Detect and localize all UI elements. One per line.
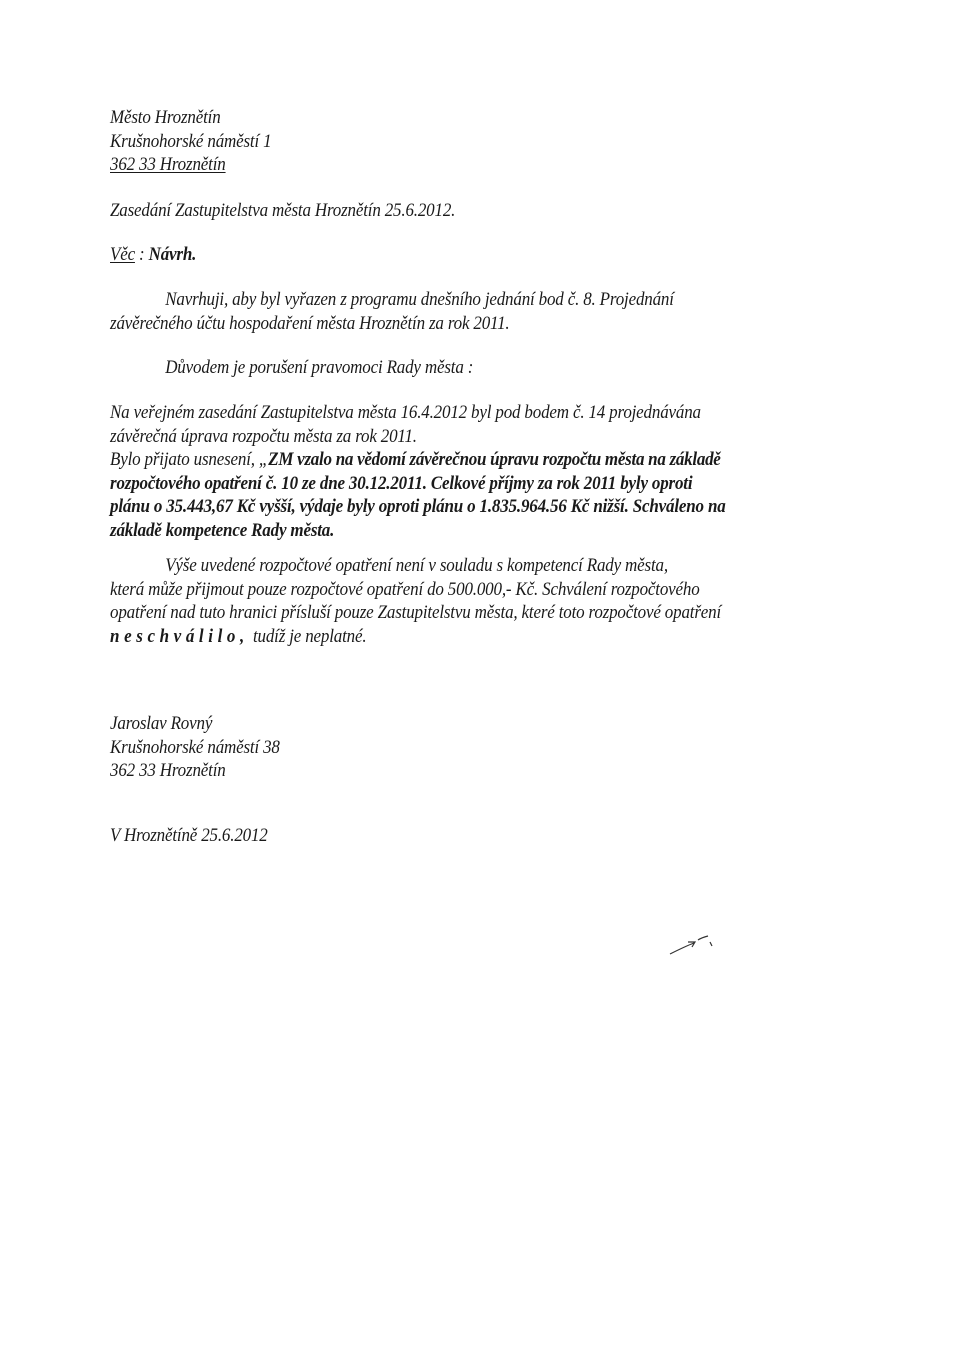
meeting-text: Zasedání Zastupitelstva města Hroznětín 25.6.2012. xyxy=(110,201,456,221)
sender-city: 362 33 Hroznětín xyxy=(110,155,226,175)
reason-paragraph xyxy=(110,357,830,381)
sender-name: Město Hroznětín xyxy=(110,108,221,128)
details-paragraph xyxy=(110,402,830,543)
details-line xyxy=(110,449,772,473)
conclusion-line: která může přijmout pouze rozpočtové opatření do 500.000,- Kč. Schválení rozpočtového xyxy=(110,579,700,600)
reason-text: Důvodem je porušení pravomoci Rady města : xyxy=(165,358,474,378)
subject xyxy=(110,244,772,268)
place-date xyxy=(110,825,830,849)
conclusion-paragraph xyxy=(110,555,830,649)
resolution-text: ZM vzalo na vědomí závěrečnou úpravu rozpočtu města na základě xyxy=(268,450,721,470)
subject-separator: : xyxy=(134,245,149,265)
conclusion-line: opatření nad tuto hranici přísluší pouze Zastupitelstvu města, které toto rozpočtové opatření xyxy=(110,603,722,623)
author-city: 362 33 Hroznětín xyxy=(110,761,226,781)
proposal-line: závěrečného účtu hospodaření města Hroznětín za rok 2011. xyxy=(110,313,510,334)
conclusion-line xyxy=(110,626,772,650)
author-name: Jaroslav Rovný xyxy=(110,714,213,734)
conclusion-line: Výše uvedené rozpočtové opatření není v souladu s kompetencí Rady města, xyxy=(165,556,668,576)
sender-street: Krušnohorské náměstí 1 xyxy=(110,131,272,152)
proposal-line: Navrhuji, aby byl vyřazen z programu dnešního jednání bod č. 8. Projednání xyxy=(165,290,674,310)
subject-label: Věc xyxy=(110,245,135,265)
details-line: základě kompetence Rady města. xyxy=(110,520,335,541)
signature-mark-icon xyxy=(668,934,716,958)
author-street: Krušnohorské náměstí 38 xyxy=(110,737,280,758)
subject-line xyxy=(110,244,830,268)
details-line: rozpočtového opatření č. 10 ze dne 30.12.2011. Celkové příjmy za rok 2011 byly oproti xyxy=(110,473,693,494)
not-approved-emphasis: neschválilo, xyxy=(110,626,249,647)
subject-value: Návrh. xyxy=(148,245,197,265)
meeting-line xyxy=(110,200,830,224)
details-line: plánu o 35.443,67 Kč vyšší, výdaje byly oproti plánu o 1.835.964.56 Kč nižší. Schváleno na xyxy=(110,497,726,517)
details-line: Na veřejném zasedání Zastupitelstva města 16.4.2012 byl pod bodem č. 14 projednávána xyxy=(110,403,701,423)
conclusion-end: tudíž je neplatné. xyxy=(248,626,367,647)
sender-address xyxy=(110,107,830,178)
resolution-intro: Bylo přijato usnesení, „ xyxy=(110,450,269,470)
place-date-text: V Hroznětíně 25.6.2012 xyxy=(110,826,268,846)
details-line: závěrečná úprava rozpočtu města za rok 2011. xyxy=(110,426,417,447)
author-address xyxy=(110,713,830,784)
proposal-paragraph xyxy=(110,289,830,336)
